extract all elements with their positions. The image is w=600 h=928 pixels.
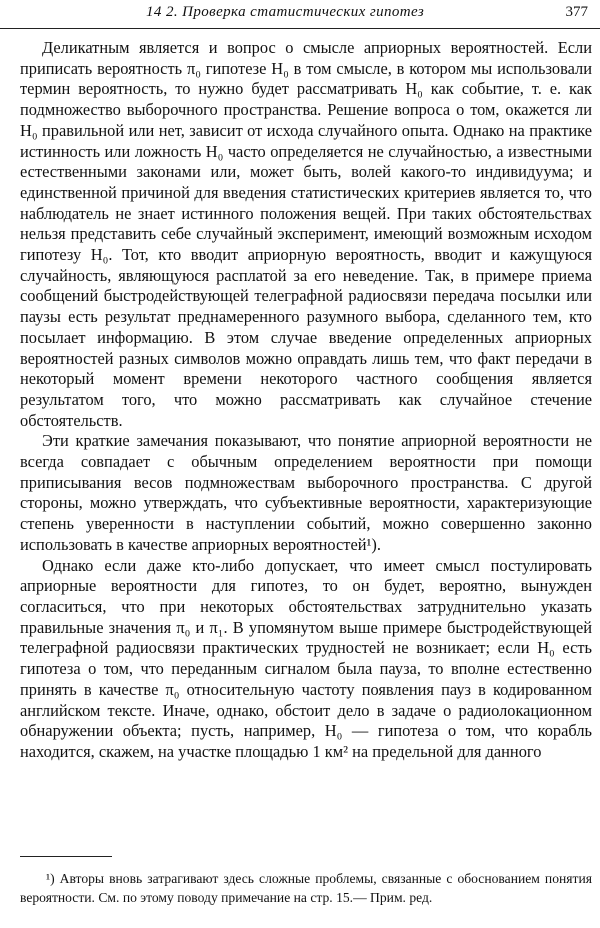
paragraph-2: Эти краткие замечания показывают, что понятие априорной вероятности не всегда совпадает с обычным определением вероятности при помощи приписывания весов подмножествам выборочного пространства. С другой стороны, можно утверждать, что субъективные вероятности, характеризующие степень уверенности в наступлении событий, можно совершенно законно использовать в качестве априорных вероятностей¹).: [20, 431, 592, 554]
paragraph-3: Однако если даже кто-либо допускает, что имеет смысл постулировать априорные вероятности для гипотез, то он будет, вероятно, вынужден согласиться, что при некоторых обстоятельствах затруднительно указать правильные значения π₀ и π₁. В упомянутом выше примере быстродействующей телеграфной радиосвязи практических трудностей не возникает; если H₀ есть гипотеза о том, что переданным сигналом была пауза, то вполне естественно принять в качестве π₀ относительную частоту появления пауз в кодированном английском тексте. Иначе, однако, обстоит дело в задаче о радиолокационном обнаружении объекта; пусть, например, H₀ — гипотеза о том, что корабль находится, скажем, на участке площадью 1 км² на предельной для данного: [20, 555, 592, 761]
page-number: 377: [565, 4, 588, 20]
running-title: 14 2. Проверка статистических гипотез: [146, 4, 425, 20]
running-head: [0, 0, 600, 29]
paragraph-1: Деликатным является и вопрос о смысле априорных вероятностей. Если приписать вероятность π₀ гипотезе H₀ в том смысле, в котором мы использовали термин вероятность, то нужно будет рассматривать H₀ как событие, т. е. как подмножество выборочного пространства. Решение вопроса о том, окажется ли H₀ правильной или нет, зависит от исхода случайного опыта. Однако на практике истинность или ложность H₀ часто определяется не случайностью, а известными естественными законами или, может быть, волей какого-то индивидуума; и единственной причиной для введения статистических критериев является то, что наблюдатель не знает истинного положения вещей. При таких обстоятельствах нельзя представить себе случайный эксперимент, имеющий возможным исходом гипотезу H₀. Тот, кто вводит априорную вероятность, вводит и кажущуюся случайность, являющуюся расплатой за его неведение. Так, в примере приема сообщений быстродействующей телеграфной радиосвязи передача посылки или паузы есть результат преднамеренного разумного выбора, сделанного тем, кто посылает информацию. В этом случае введение определенных априорных вероятностей разных символов можно оправдать лишь тем, что факт передачи в некоторый момент времени некоторого частного сообщения является результатом того, что можно рассматривать как случайное стечение обстоятельств.: [20, 38, 592, 430]
footnote: ¹) Авторы вновь затрагивают здесь сложные проблемы, связанные с обоснованием понятия вероятности. См. по этому поводу примечание на стр. 15.— Прим. ред.: [20, 871, 592, 905]
footnote-rule: [20, 856, 112, 857]
body-text: [20, 38, 592, 763]
